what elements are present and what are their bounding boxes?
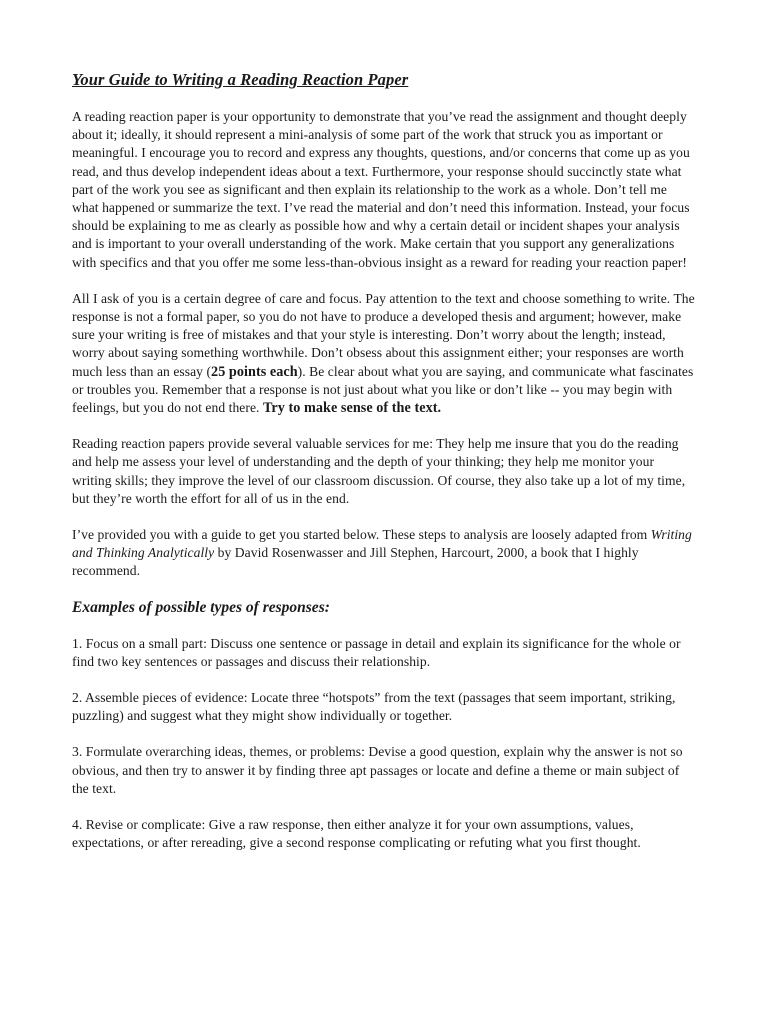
book-title: Writing and Thinking Analytically <box>72 527 692 561</box>
paragraph-expectations <box>72 290 696 417</box>
example-item-1: 1. Focus on a small part: Discuss one sentence or passage in detail and explain its significance for the whole or find two key sentences or passages and discuss their relationship. <box>72 635 681 669</box>
paragraph-guide-text-1: I’ve provided you with a guide to get you started below. These steps to analysis are loosely adapted from <box>72 527 651 543</box>
document-page <box>72 70 696 871</box>
paragraph-intro: A reading reaction paper is your opportunity to demonstrate that you’ve read the assignment and thought deeply about it; ideally, it should represent a mini-analysis of some part of the work that struck you as important or meaningful. I encourage you to record and express any thoughts, questions, and/or concerns that come up as you read, and thus develop independent ideas about a text. Furthermore, your response should succinctly state what part of the work you see as significant and then explain its relationship to the work as a whole. Don’t tell me what happened or summarize the text. I’ve read the material and don’t need this information. Instead, your focus should be explaining to me as clearly as possible how and why a certain detail or incident shapes your analysis and is important to your overall understanding of the work. Make certain that you support any generalizations with specifics and that you offer me some less-than-obvious insight as a reward for reading your reaction paper! <box>72 109 690 270</box>
paragraph-guide <box>72 526 696 581</box>
points-each-emphasis: 25 points each <box>211 363 298 380</box>
example-item-3: 3. Formulate overarching ideas, themes, or problems: Devise a good question, explain why the answer is not so obvious, and then try to answer it by finding three apt passages or locate and define a theme or main subject of the text. <box>72 744 683 796</box>
paragraph-expectations-text-1: All I ask of you is a certain degree of care and focus. Pay attention to the text and choose something to write. The response is not a formal paper, so you do not have to produce a developed thesis and argument; however, make sure your writing is free of mistakes and that your style is interesting. Don’t worry about the length; instead, worry about saying something worthwhile. Don’t obsess about this assignment either; your responses are worth much less than an essay ( <box>72 290 695 379</box>
paragraph-guide-text-2: by David Rosenwasser and Jill Stephen, Harcourt, 2000, a book that I highly recommend. <box>72 545 639 579</box>
paragraph-expectations-text-2: ). Be clear about what you are saying, and communicate what fascinates or troubles you. Remember that a response is not just about what you like or don’t like -- you may begin with feelings, but you do not end there. <box>72 363 694 416</box>
examples-heading: Examples of possible types of responses: <box>72 598 330 616</box>
document-title: Your Guide to Writing a Reading Reaction Paper <box>72 70 409 89</box>
paragraph-services: Reading reaction papers provide several valuable services for me: They help me insure that you do the reading and help me assess your level of understanding and the depth of your thinking; they help me monitor your writing skills; they improve the level of our classroom discussion. Of course, they also take up a lot of my time, but they’re worth the effort for all of us in the end. <box>72 436 686 506</box>
example-item-2: 2. Assemble pieces of evidence: Locate three “hotspots” from the text (passages that seem important, striking, puzzling) and suggest what they might show individually or together. <box>72 690 676 724</box>
example-item-4: 4. Revise or complicate: Give a raw response, then either analyze it for your own assumptions, values, expectations, or after rereading, give a second response complicating or refuting what you first thought. <box>72 817 641 851</box>
try-to-make-sense-emphasis: Try to make sense of the text. <box>262 400 442 417</box>
